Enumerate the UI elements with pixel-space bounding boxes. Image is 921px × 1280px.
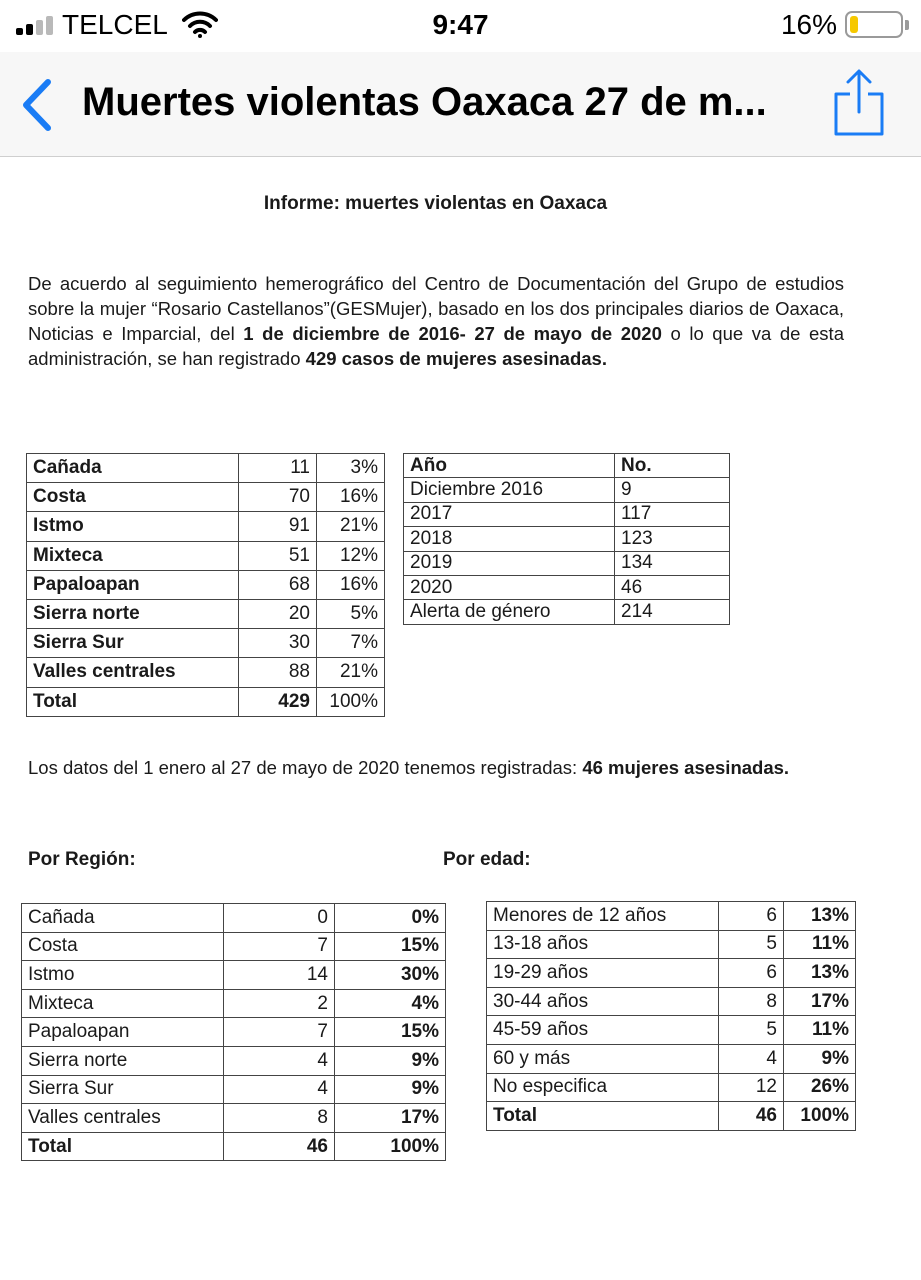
count-cell: 14 — [224, 961, 335, 990]
table-row — [487, 959, 856, 988]
age-group-cell: 19-29 años — [487, 959, 719, 988]
count-cell: 51 — [239, 541, 317, 570]
intro-case-count: 429 casos de mujeres asesinadas. — [305, 348, 607, 369]
count-cell: 134 — [615, 551, 730, 575]
count-cell: 46 — [224, 1132, 335, 1161]
percent-cell: 26% — [784, 1073, 856, 1102]
count-cell: 4 — [224, 1046, 335, 1075]
battery-icon — [845, 11, 903, 38]
summary-2020-paragraph — [28, 755, 844, 780]
region-cell: Papaloapan — [22, 1018, 224, 1047]
table-row — [22, 961, 446, 990]
total-row — [22, 1132, 446, 1161]
percent-cell: 15% — [335, 932, 446, 961]
count-cell: 11 — [239, 454, 317, 483]
page-title: Muertes violentas Oaxaca 27 de m... — [82, 80, 767, 124]
table-row — [487, 1044, 856, 1073]
age-group-cell: 45-59 años — [487, 1016, 719, 1045]
region-cell: Valles centrales — [27, 658, 239, 687]
count-cell: 68 — [239, 570, 317, 599]
region-cell: Istmo — [22, 961, 224, 990]
status-time: 9:47 — [432, 9, 489, 40]
table-row — [487, 1016, 856, 1045]
table-row — [22, 989, 446, 1018]
back-chevron-icon[interactable] — [16, 76, 60, 134]
region-cell: Costa — [22, 932, 224, 961]
percent-cell: 30% — [335, 961, 446, 990]
table-row — [27, 570, 385, 599]
table-row — [404, 551, 730, 575]
percent-cell: 100% — [335, 1132, 446, 1161]
region-cell: Cañada — [27, 454, 239, 483]
percent-cell: 100% — [317, 687, 385, 716]
region-cell: Mixteca — [27, 541, 239, 570]
percent-cell: 3% — [317, 454, 385, 483]
table-row — [27, 658, 385, 687]
count-cell: 2 — [224, 989, 335, 1018]
header-cell: No. — [615, 454, 730, 478]
count-cell: 0 — [224, 904, 335, 933]
table-row — [27, 512, 385, 541]
region-cell: Papaloapan — [27, 570, 239, 599]
count-cell: 30 — [239, 629, 317, 658]
region-cell: Mixteca — [22, 989, 224, 1018]
percent-cell: 21% — [317, 512, 385, 541]
percent-cell: 17% — [335, 1104, 446, 1133]
region-cell: Istmo — [27, 512, 239, 541]
region-cell: Total — [22, 1132, 224, 1161]
by-region-label: Por Región: — [28, 849, 136, 870]
region-cell: Sierra Sur — [27, 629, 239, 658]
age-group-cell: Menores de 12 años — [487, 902, 719, 931]
count-cell: 429 — [239, 687, 317, 716]
percent-cell: 0% — [335, 904, 446, 933]
count-cell: 4 — [224, 1075, 335, 1104]
percent-cell: 9% — [784, 1044, 856, 1073]
total-row — [487, 1102, 856, 1131]
region-cell: Sierra norte — [22, 1046, 224, 1075]
summary-text: Los datos del 1 enero al 27 de mayo de 2020 tenemos registradas: — [28, 757, 583, 778]
year-cell: 2019 — [404, 551, 615, 575]
percent-cell: 12% — [317, 541, 385, 570]
year-cell: 2020 — [404, 575, 615, 599]
document-title: Informe: muertes violentas en Oaxaca — [263, 193, 608, 214]
count-cell: 5 — [719, 930, 784, 959]
count-cell: 4 — [719, 1044, 784, 1073]
percent-cell: 100% — [784, 1102, 856, 1131]
percent-cell: 16% — [317, 570, 385, 599]
percent-cell: 13% — [784, 959, 856, 988]
count-cell: 9 — [615, 478, 730, 502]
battery-percent: 16% — [780, 9, 837, 40]
intro-text-1: De acuerdo al seguimiento hemerográfico del Centro de Documentación del Grupo de estudios sobre la mujer “Rosario Castellanos”(GESMujer), basado en los dos principales diarios de Oaxaca, Noticias e Imparcial, del — [28, 273, 844, 344]
table-row — [22, 1018, 446, 1047]
region-cell: Sierra norte — [27, 599, 239, 628]
count-cell: 8 — [719, 987, 784, 1016]
document-page — [0, 158, 921, 1280]
count-cell: 5 — [719, 1016, 784, 1045]
percent-cell: 17% — [784, 987, 856, 1016]
age-group-cell: No especifica — [487, 1073, 719, 1102]
percent-cell: 9% — [335, 1046, 446, 1075]
count-cell: 20 — [239, 599, 317, 628]
count-cell: 46 — [615, 575, 730, 599]
header-cell: Año — [404, 454, 615, 478]
table-row — [487, 987, 856, 1016]
count-cell: 88 — [239, 658, 317, 687]
intro-paragraph — [28, 271, 844, 371]
table-row — [22, 1046, 446, 1075]
table-row — [22, 932, 446, 961]
table-row — [22, 1075, 446, 1104]
percent-cell: 15% — [335, 1018, 446, 1047]
year-cell: Alerta de género — [404, 600, 615, 624]
battery-level-fill — [850, 16, 858, 33]
total-row — [27, 687, 385, 716]
year-cell: Diciembre 2016 — [404, 478, 615, 502]
count-cell: 123 — [615, 527, 730, 551]
count-cell: 91 — [239, 512, 317, 541]
percent-cell: 16% — [317, 483, 385, 512]
navigation-bar — [0, 52, 921, 157]
year-cell: 2017 — [404, 502, 615, 526]
table-row — [27, 454, 385, 483]
count-cell: 12 — [719, 1073, 784, 1102]
table-row — [404, 502, 730, 526]
age-group-cell: 13-18 años — [487, 930, 719, 959]
table-row — [404, 575, 730, 599]
status-bar — [0, 0, 921, 52]
count-cell: 8 — [224, 1104, 335, 1133]
region-cell: Sierra Sur — [22, 1075, 224, 1104]
percent-cell: 21% — [317, 658, 385, 687]
table-row — [404, 478, 730, 502]
table-row — [487, 902, 856, 931]
table-row — [404, 527, 730, 551]
count-cell: 117 — [615, 502, 730, 526]
table-row — [27, 483, 385, 512]
count-cell: 6 — [719, 959, 784, 988]
region-cell: Total — [27, 687, 239, 716]
year-table — [403, 453, 730, 625]
age-group-cell: 30-44 años — [487, 987, 719, 1016]
regions-total-table — [26, 453, 385, 717]
age-2020-table — [486, 901, 856, 1131]
region-cell: Valles centrales — [22, 1104, 224, 1133]
year-cell: 2018 — [404, 527, 615, 551]
table-row — [404, 600, 730, 624]
count-cell: 214 — [615, 600, 730, 624]
count-cell: 70 — [239, 483, 317, 512]
regions-2020-table — [21, 903, 446, 1161]
table-row — [22, 1104, 446, 1133]
age-group-cell: 60 y más — [487, 1044, 719, 1073]
share-icon[interactable] — [832, 68, 886, 138]
table-row — [27, 629, 385, 658]
table-row — [487, 930, 856, 959]
table-row — [27, 599, 385, 628]
intro-text-2: o lo que va de esta administración, se han registrado — [28, 323, 844, 369]
age-group-cell: Total — [487, 1102, 719, 1131]
table-row — [22, 904, 446, 933]
count-cell: 6 — [719, 902, 784, 931]
count-cell: 7 — [224, 932, 335, 961]
summary-count: 46 mujeres asesinadas. — [582, 757, 790, 778]
table-row — [27, 541, 385, 570]
percent-cell: 11% — [784, 1016, 856, 1045]
region-cell: Cañada — [22, 904, 224, 933]
count-cell: 7 — [224, 1018, 335, 1047]
table-row — [487, 1073, 856, 1102]
percent-cell: 13% — [784, 902, 856, 931]
region-cell: Costa — [27, 483, 239, 512]
percent-cell: 11% — [784, 930, 856, 959]
percent-cell: 9% — [335, 1075, 446, 1104]
percent-cell: 4% — [335, 989, 446, 1018]
by-age-label: Por edad: — [443, 849, 531, 870]
percent-cell: 5% — [317, 599, 385, 628]
count-cell: 46 — [719, 1102, 784, 1131]
intro-date-range: 1 de diciembre de 2016- 27 de mayo de 2020 — [243, 323, 662, 344]
carrier-name: TELCEL — [62, 9, 168, 40]
percent-cell: 7% — [317, 629, 385, 658]
battery-nub — [905, 20, 909, 30]
table-header-row — [404, 454, 730, 478]
